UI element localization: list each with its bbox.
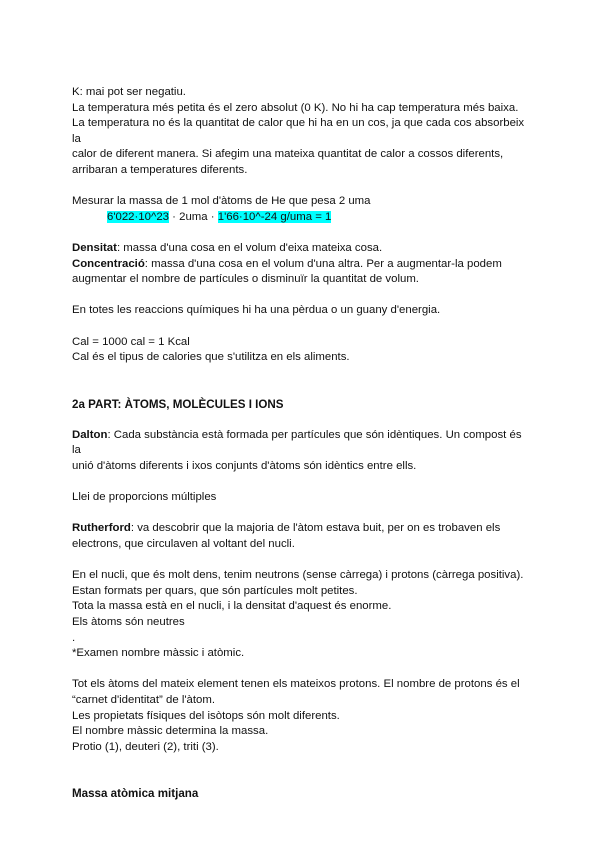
spacer xyxy=(72,366,532,397)
spacer xyxy=(72,662,532,678)
exam-note: *Examen nombre màssic i atòmic. xyxy=(72,647,245,660)
temperature-heat-line-1: La temperatura no és la quantitat de calor que hi ha en un cos, ja que cada cos absorbeix la xyxy=(72,117,525,145)
spacer xyxy=(72,412,532,428)
rutherford-definition xyxy=(72,521,532,537)
rutherford-definition-cont: electrons, que circulaven al voltant del nucli. xyxy=(72,538,295,551)
isotopes-line: Les propietats físiques del isòtops són molt diferents. xyxy=(72,709,340,722)
avogadro-middle: · 2uma · xyxy=(169,210,218,223)
spacer xyxy=(72,506,532,522)
same-element-line-2: “carnet d'identitat” de l'àtom. xyxy=(72,693,216,706)
concentration-definition-cont: augmentar el nombre de partícules o disminuïr la quantitat de volum. xyxy=(72,273,419,286)
nucleus-line-2: Estan formats per quars, que són partícules molt petites. xyxy=(72,584,358,597)
spacer xyxy=(72,288,532,304)
temperature-heat-line-2: calor de diferent manera. Si afegim una mateixa quantitat de calor a cossos diferents, xyxy=(72,148,504,161)
spacer xyxy=(72,179,532,195)
measure-mass-line: Mesurar la massa de 1 mol d'àtoms de He que pesa 2 uma xyxy=(72,195,371,208)
spacer xyxy=(72,225,532,241)
document-body xyxy=(72,85,532,802)
k-line: K: mai pot ser negatiu. xyxy=(72,86,186,98)
calorie-food-line: Cal és el tipus de calories que s'utilitza en els aliments. xyxy=(72,351,350,364)
density-definition xyxy=(72,241,532,257)
spacer xyxy=(72,319,532,335)
concentration-definition xyxy=(72,257,532,273)
part2-heading: 2a PART: ÀTOMS, MOLÈCULES I IONS xyxy=(72,397,284,411)
avogadro-number-highlight: 6'022·10^23 xyxy=(107,210,169,223)
concentration-text: : massa d'una cosa en el volum d'una altra. Per a augmentar-la podem xyxy=(144,257,502,270)
nucleus-line-3: Tota la massa està en el nucli, i la densitat d'aquest és enorme. xyxy=(72,600,392,613)
mass-number-line: El nombre màssic determina la massa. xyxy=(72,725,269,738)
average-atomic-mass-heading: Massa atòmica mitjana xyxy=(72,787,199,801)
uma-conversion-highlight: 1'66·10^-24 g/uma = 1 xyxy=(217,210,332,223)
dalton-text: : Cada substància està formada per partícules que són idèntiques. Un compost és la xyxy=(72,428,522,457)
dalton-definition-cont: unió d'àtoms diferents i ixos conjunts d'àtoms són idèntics entre ells. xyxy=(72,460,417,473)
hydrogen-isotopes-line: Protio (1), deuteri (2), triti (3). xyxy=(72,740,219,753)
spacer xyxy=(72,755,532,786)
same-element-line-1: Tot els àtoms del mateix element tenen els mateixos protons. El nombre de protons és el xyxy=(72,678,520,691)
stray-dot: . xyxy=(72,631,76,644)
avogadro-calculation xyxy=(72,210,532,226)
dalton-term: Dalton xyxy=(72,428,108,441)
nucleus-line-4: Els àtoms són neutres xyxy=(72,616,185,628)
temperature-min-line: La temperatura més petita és el zero absolut (0 K). No hi ha cap temperatura més baixa. xyxy=(72,101,519,114)
rutherford-term: Rutherford xyxy=(72,522,131,535)
multiple-proportions-law: Llei de proporcions múltiples xyxy=(72,491,217,504)
calorie-equivalence: Cal = 1000 cal = 1 Kcal xyxy=(72,335,190,348)
density-term: Densitat xyxy=(72,241,117,254)
concentration-term: Concentració xyxy=(72,257,145,270)
reactions-line: En totes les reaccions químiques hi ha una pèrdua o un guany d'energia. xyxy=(72,304,441,317)
nucleus-line-1: En el nucli, que és molt dens, tenim neutrons (sense càrrega) i protons (càrrega positiva). xyxy=(72,569,524,582)
spacer xyxy=(72,475,532,491)
rutherford-text: : va descobrir que la majoria de l'àtom estava buit, per on es trobaven els xyxy=(130,522,501,535)
temperature-heat-line-3: arribaran a temperatures diferents. xyxy=(72,163,248,176)
dalton-definition xyxy=(72,428,532,459)
spacer xyxy=(72,553,532,569)
density-text: : massa d'una cosa en el volum d'eixa mateixa cosa. xyxy=(116,241,383,254)
